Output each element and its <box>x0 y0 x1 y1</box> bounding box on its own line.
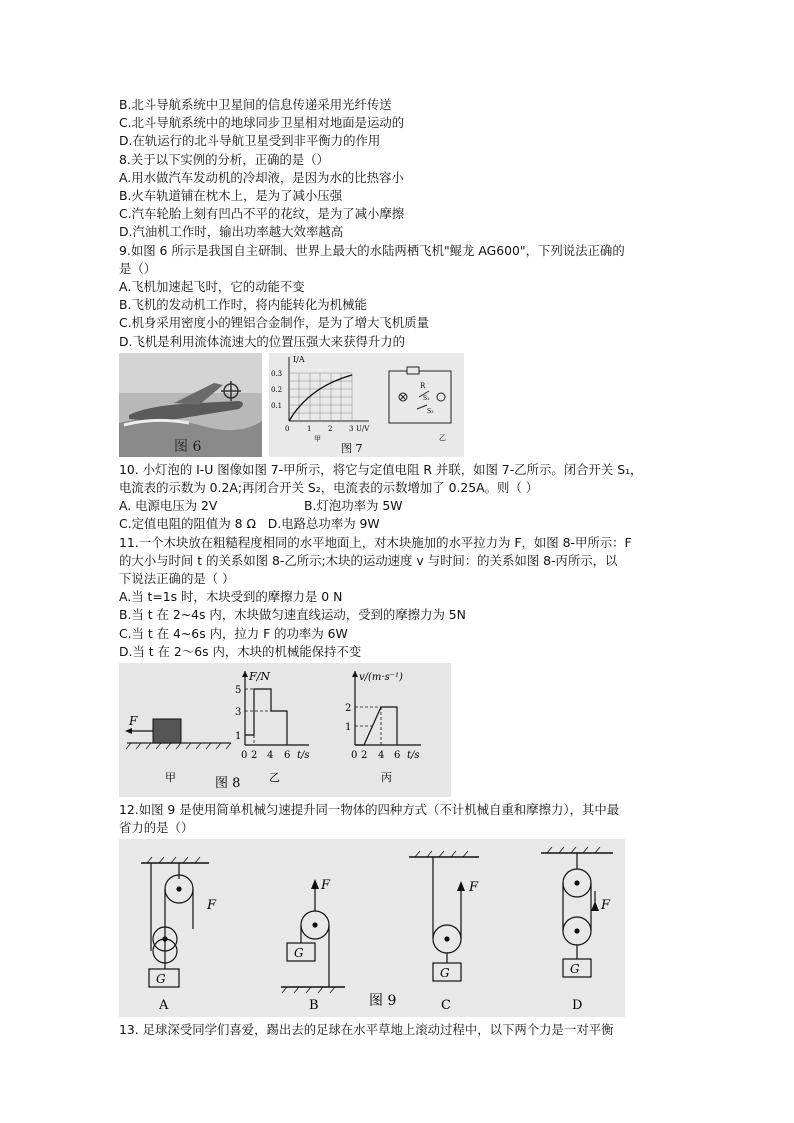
text-line: B.北斗导航系统中卫星间的信息传递采用光纤传送 <box>119 97 392 112</box>
t-tick: 2 <box>361 750 368 762</box>
force-label: F <box>129 714 138 729</box>
question-11-stem: 11.一个木块放在粗糙程度相同的水平地面上，对木块施加的水平拉力为 F，如图 8-甲所示：F <box>119 534 632 550</box>
option-a: A.当 t=1s 时，木块受到的摩擦力是 0 N <box>119 589 343 605</box>
x-axis-label: U/V <box>356 424 370 433</box>
force-label: F <box>207 898 217 914</box>
figure-9-row <box>119 839 689 1017</box>
text-line: C.汽车轮胎上刻有凹凸不平的花纹，是为了减小摩擦 <box>119 206 405 222</box>
subfig-yi: 乙 <box>439 433 446 442</box>
text-line: D.飞机是利用流体流速大的位置压强大来获得升力的 <box>119 333 406 349</box>
option-label-b: B <box>309 998 319 1014</box>
question-12-stem: 12.如图 9 是使用简单机械匀速提升同一物体的四种方式（不计机械自重和摩擦力），其中最 <box>119 802 620 818</box>
text-line: D.在轨运行的北斗导航卫星受到非平衡力的作用 <box>119 133 381 149</box>
text-line: D.汽油机工作时，输出功率越大效率越高 <box>119 224 344 240</box>
subfig-bing: 丙 <box>381 771 392 785</box>
force-label: F <box>321 878 331 894</box>
t-tick: 6 <box>394 750 401 762</box>
text-line: 下说法正确的是（ ） <box>119 571 235 587</box>
subfig-jia: 甲 <box>314 434 321 443</box>
question-11 <box>119 534 689 661</box>
weight-label: G <box>156 972 166 987</box>
option-a: A. 电源电压为 2V <box>119 498 218 514</box>
v-tick: 1 <box>345 722 352 734</box>
t-tick: 0 <box>351 750 358 762</box>
text-line: C.机身采用密度小的锂铝合金制作，是为了增大飞机质量 <box>119 315 429 331</box>
switch-s1-label: S₁ <box>423 394 430 402</box>
option-c: C.当 t 在 4~6s 内，拉力 F 的功率为 6W <box>119 625 348 641</box>
option-d: D.电路总功率为 9W <box>267 516 380 532</box>
question-10 <box>119 461 689 534</box>
f-tick: 1 <box>235 731 242 743</box>
options-row <box>119 497 689 515</box>
force-label: F <box>601 898 611 914</box>
weight-label: G <box>570 962 580 977</box>
figure-9-caption: 图 9 <box>369 993 397 1010</box>
option-d: D.当 t 在 2～6s 内，木块的机械能保持不变 <box>119 643 362 659</box>
option-label-d: D <box>572 998 583 1014</box>
figure-6-label: 图 6 <box>174 438 202 455</box>
subfig-jia: 甲 <box>165 771 176 785</box>
figure-8-row <box>119 663 689 797</box>
t-axis-label: t/s <box>297 750 310 762</box>
f-tick: 5 <box>235 685 242 697</box>
switch-s2-label: S₂ <box>427 407 434 415</box>
subfig-yi: 乙 <box>269 771 280 785</box>
y-tick: 0.1 <box>271 401 283 410</box>
v-tick: 2 <box>345 703 352 715</box>
y-tick: 0.2 <box>271 385 283 394</box>
option-b: B.当 t 在 2~4s 内，木块做匀速直线运动，受到的摩擦力为 5N <box>119 607 466 623</box>
t-tick: 0 <box>241 750 248 762</box>
weight-label: G <box>440 966 450 981</box>
text-line: 是（） <box>119 260 157 276</box>
question-10-stem: 10. 小灯泡的 I-U 图像如图 7-甲所示，将它与定值电阻 R 并联，如图 7-乙所示。闭合开关 S₁， <box>119 461 643 477</box>
question-13-stem: 13. 足球深受同学们喜爱，踢出去的足球在水平草地上滚动过程中，以下两个力是一对平衡 <box>119 1022 614 1038</box>
figure-7 <box>269 353 464 457</box>
t-axis-label: t/s <box>407 750 420 762</box>
text-line: 省力的是（） <box>119 820 194 836</box>
text-line: C.北斗导航系统中的地球同步卫星相对地面是运动的 <box>119 115 405 131</box>
t-tick: 6 <box>284 750 291 762</box>
exam-page <box>119 96 689 1040</box>
option-c: C.定值电阻的阻值为 8 Ω <box>119 516 256 532</box>
v-axis-label: v/(m·s⁻¹) <box>359 672 403 684</box>
figure-9 <box>119 839 625 1017</box>
y-tick: 0.3 <box>271 369 283 378</box>
question-12 <box>119 801 689 837</box>
f-tick: 3 <box>235 707 242 719</box>
text-line: 电流表的示数为 0.2A;再闭合开关 S₂，电流表的示数增加了 0.25A。则（ ） <box>119 480 539 496</box>
f-axis-label: F/N <box>249 670 270 684</box>
x-tick: 3 <box>349 424 354 433</box>
option-b: B.灯泡功率为 5W <box>304 498 403 514</box>
figure-8-caption: 图 8 <box>215 776 241 792</box>
force-label: F <box>469 880 479 896</box>
option-label-c: C <box>441 998 451 1014</box>
options-row <box>119 515 689 533</box>
text-block-q7-q9 <box>119 96 689 351</box>
figure-8 <box>119 663 451 797</box>
t-tick: 4 <box>267 750 274 762</box>
figure-6-7 <box>119 353 464 457</box>
x-tick: 0 <box>285 424 290 433</box>
x-tick: 2 <box>328 424 333 433</box>
y-axis-label: I/A <box>293 354 305 364</box>
t-tick: 4 <box>378 750 385 762</box>
t-tick: 2 <box>251 750 258 762</box>
weight-label: G <box>294 946 304 961</box>
option-label-a: A <box>159 998 169 1014</box>
resistor-label: R <box>420 381 426 390</box>
text-line: B.火车轨道铺在枕木上，是为了减小压强 <box>119 188 343 204</box>
text-line: A.用水做汽车发动机的冷却液，是因为水的比热容小 <box>119 169 404 185</box>
text-line: B.飞机的发动机工作时，将内能转化为机械能 <box>119 297 367 313</box>
text-line: 的大小与时间 t 的关系如图 8-乙所示;木块的运动速度 v 与时间：的关系如图 8-丙所示，以 <box>119 552 618 568</box>
figure-6-photo <box>119 353 262 457</box>
question-8-stem: 8.关于以下实例的分析，正确的是（） <box>119 151 330 167</box>
figure-6-7-row <box>119 353 689 457</box>
x-tick: 1 <box>307 424 312 433</box>
question-9-stem: 9.如图 6 所示是我国自主研制、世界上最大的水陆两栖飞机"鲲龙 AG600"，下列说法正确的 <box>119 242 625 258</box>
text-line: A.飞机加速起飞时，它的动能不变 <box>119 279 305 295</box>
figure-7-label: 图 7 <box>341 441 363 455</box>
